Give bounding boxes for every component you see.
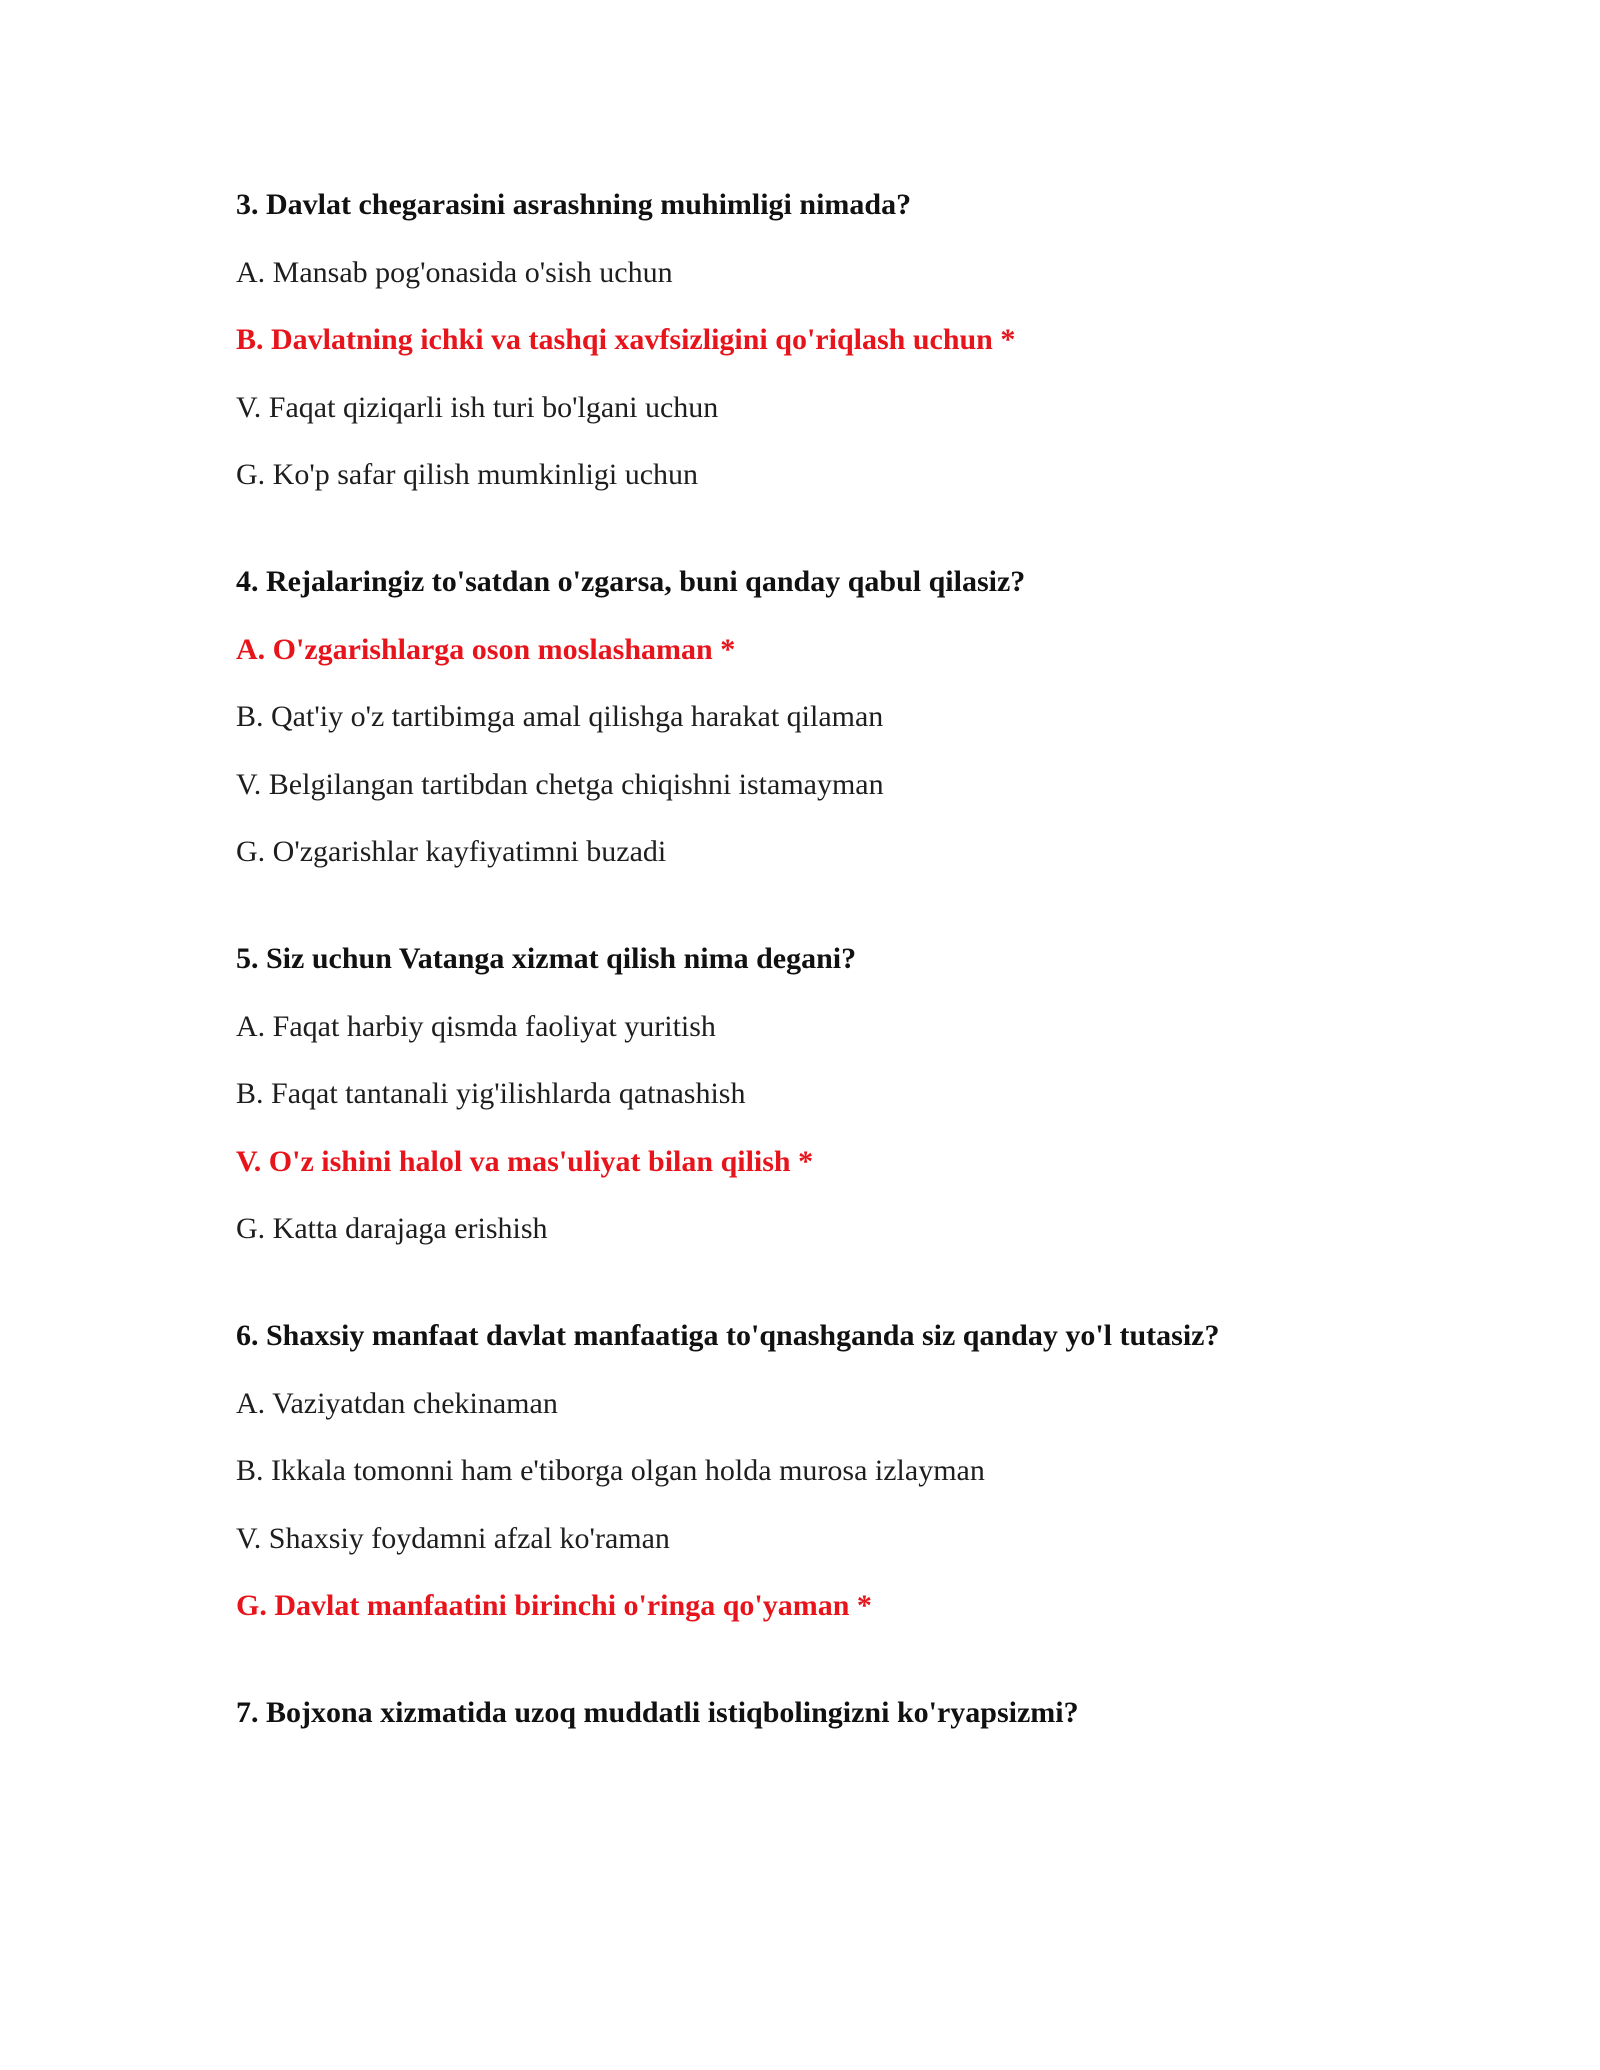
answer-option: G. Katta darajaga erishish [236,1212,548,1245]
answer-option: V. Shaxsiy foydamni afzal ko'raman [236,1521,670,1555]
answer-option: V. Faqat qiziqarli ish turi bo'lgani uchun [236,390,719,424]
answer-option: B. Faqat tantanali yig'ilishlarda qatnashish [236,1077,746,1110]
correct-answer-option: B. Davlatning ichki va tashqi xavfsizligini qo'riqlash uchun * [236,323,1016,356]
question-title: 7. Bojxona xizmatida uzoq muddatli istiqbolingizni ko'ryapsizmi? [236,1696,1079,1729]
question-block-3 [236,185,1436,495]
question-title: 5. Siz uchun Vatanga xizmat qilish nima degani? [236,942,857,975]
question-block-7 [236,1693,1436,1733]
answer-option: B. Qat'iy o'z tartibimga amal qilishga harakat qilaman [236,700,884,733]
quiz-content [236,185,1436,1800]
answer-option: B. Ikkala tomonni ham e'tiborga olgan holda murosa izlayman [236,1454,985,1487]
answer-option: A. Vaziyatdan chekinaman [236,1386,558,1420]
correct-answer-option: G. Davlat manfaatini birinchi o'ringa qo'yaman * [236,1589,872,1622]
question-block-4 [236,562,1436,872]
question-title: 3. Davlat chegarasini asrashning muhimligi nimada? [236,188,912,221]
question-title: 4. Rejalaringiz to'satdan o'zgarsa, buni qanday qabul qilasiz? [236,565,1026,598]
correct-answer-option: A. O'zgarishlarga oson moslashaman * [236,632,736,666]
question-title: 6. Shaxsiy manfaat davlat manfaatiga to'qnashganda siz qanday yo'l tutasiz? [236,1319,1220,1352]
answer-option: G. Ko'p safar qilish mumkinligi uchun [236,458,699,491]
answer-option: A. Faqat harbiy qismda faoliyat yuritish [236,1009,716,1043]
answer-option: V. Belgilangan tartibdan chetga chiqishni istamayman [236,767,884,801]
answer-option: A. Mansab pog'onasida o'sish uchun [236,255,673,289]
answer-option: G. O'zgarishlar kayfiyatimni buzadi [236,835,667,868]
correct-answer-option: V. O'z ishini halol va mas'uliyat bilan qilish * [236,1144,814,1178]
question-block-6 [236,1316,1436,1626]
question-block-5 [236,939,1436,1249]
